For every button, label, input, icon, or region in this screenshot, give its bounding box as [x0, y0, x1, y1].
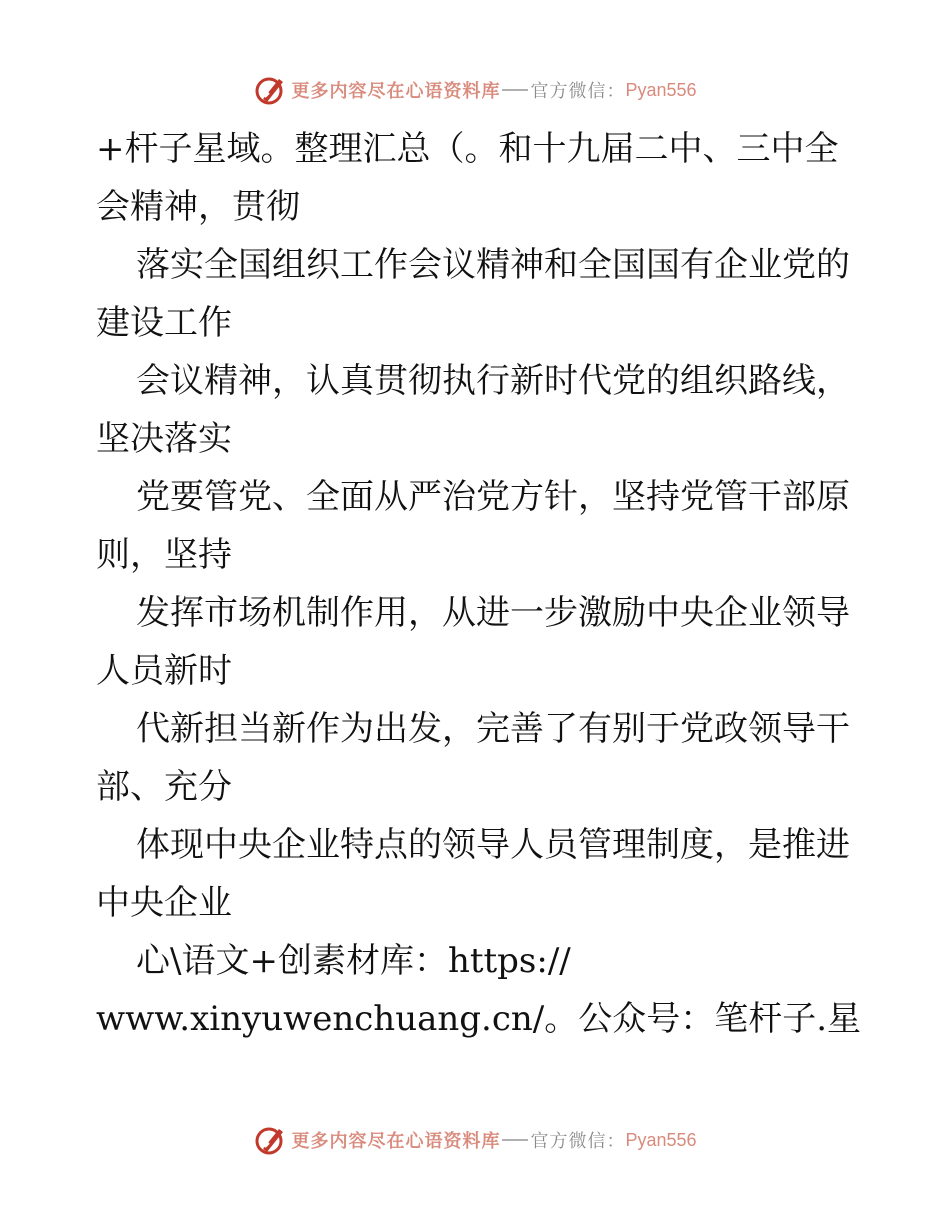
header-banner [0, 70, 950, 110]
body-line-url: www.xinyuwenchuang.cn/。公众号：笔杆子.星 [96, 999, 862, 1039]
body-lines [96, 120, 862, 1048]
document-body [96, 120, 862, 1048]
pen-logo-icon [253, 73, 287, 107]
body-line: 代新担当新作为出发，完善了有别于党政领导干 [136, 709, 850, 749]
body-line: +杆子星域。整理汇总（。和十九届二中、三中全 [96, 129, 839, 169]
footer-dash [502, 1139, 528, 1141]
pen-logo-icon [253, 1123, 287, 1157]
header-dash [502, 89, 528, 91]
body-line: 人员新时 [96, 651, 232, 691]
body-line: 建设工作 [96, 303, 232, 343]
body-line: 会议精神，认真贯彻执行新时代党的组织路线， [136, 361, 850, 401]
footer-wechat-label: 官方微信： [530, 1131, 626, 1152]
body-line-link: 心\语文+创素材库：https:// [136, 941, 571, 981]
body-line: 党要管党、全面从严治党方针，坚持党管干部原 [136, 477, 850, 517]
footer-banner [0, 1120, 950, 1160]
body-line: 发挥市场机制作用，从进一步激励中央企业领导 [136, 593, 850, 633]
body-line: 则，坚持 [96, 535, 232, 575]
header-brand-text: 更多内容尽在心语资料库 [291, 81, 501, 102]
header-wechat-id: Pyan556 [625, 79, 697, 100]
body-line: 会精神，贯彻 [96, 187, 300, 227]
footer-brand-text: 更多内容尽在心语资料库 [291, 1131, 501, 1152]
body-line: 体现中央企业特点的领导人员管理制度，是推进 [136, 825, 850, 865]
body-line: 落实全国组织工作会议精神和全国国有企业党的 [136, 245, 850, 285]
footer-wechat-id: Pyan556 [625, 1129, 697, 1150]
body-line: 坚决落实 [96, 419, 232, 459]
header-wechat-label: 官方微信： [530, 81, 626, 102]
body-line: 部、充分 [96, 767, 232, 807]
body-line: 中央企业 [96, 883, 232, 923]
